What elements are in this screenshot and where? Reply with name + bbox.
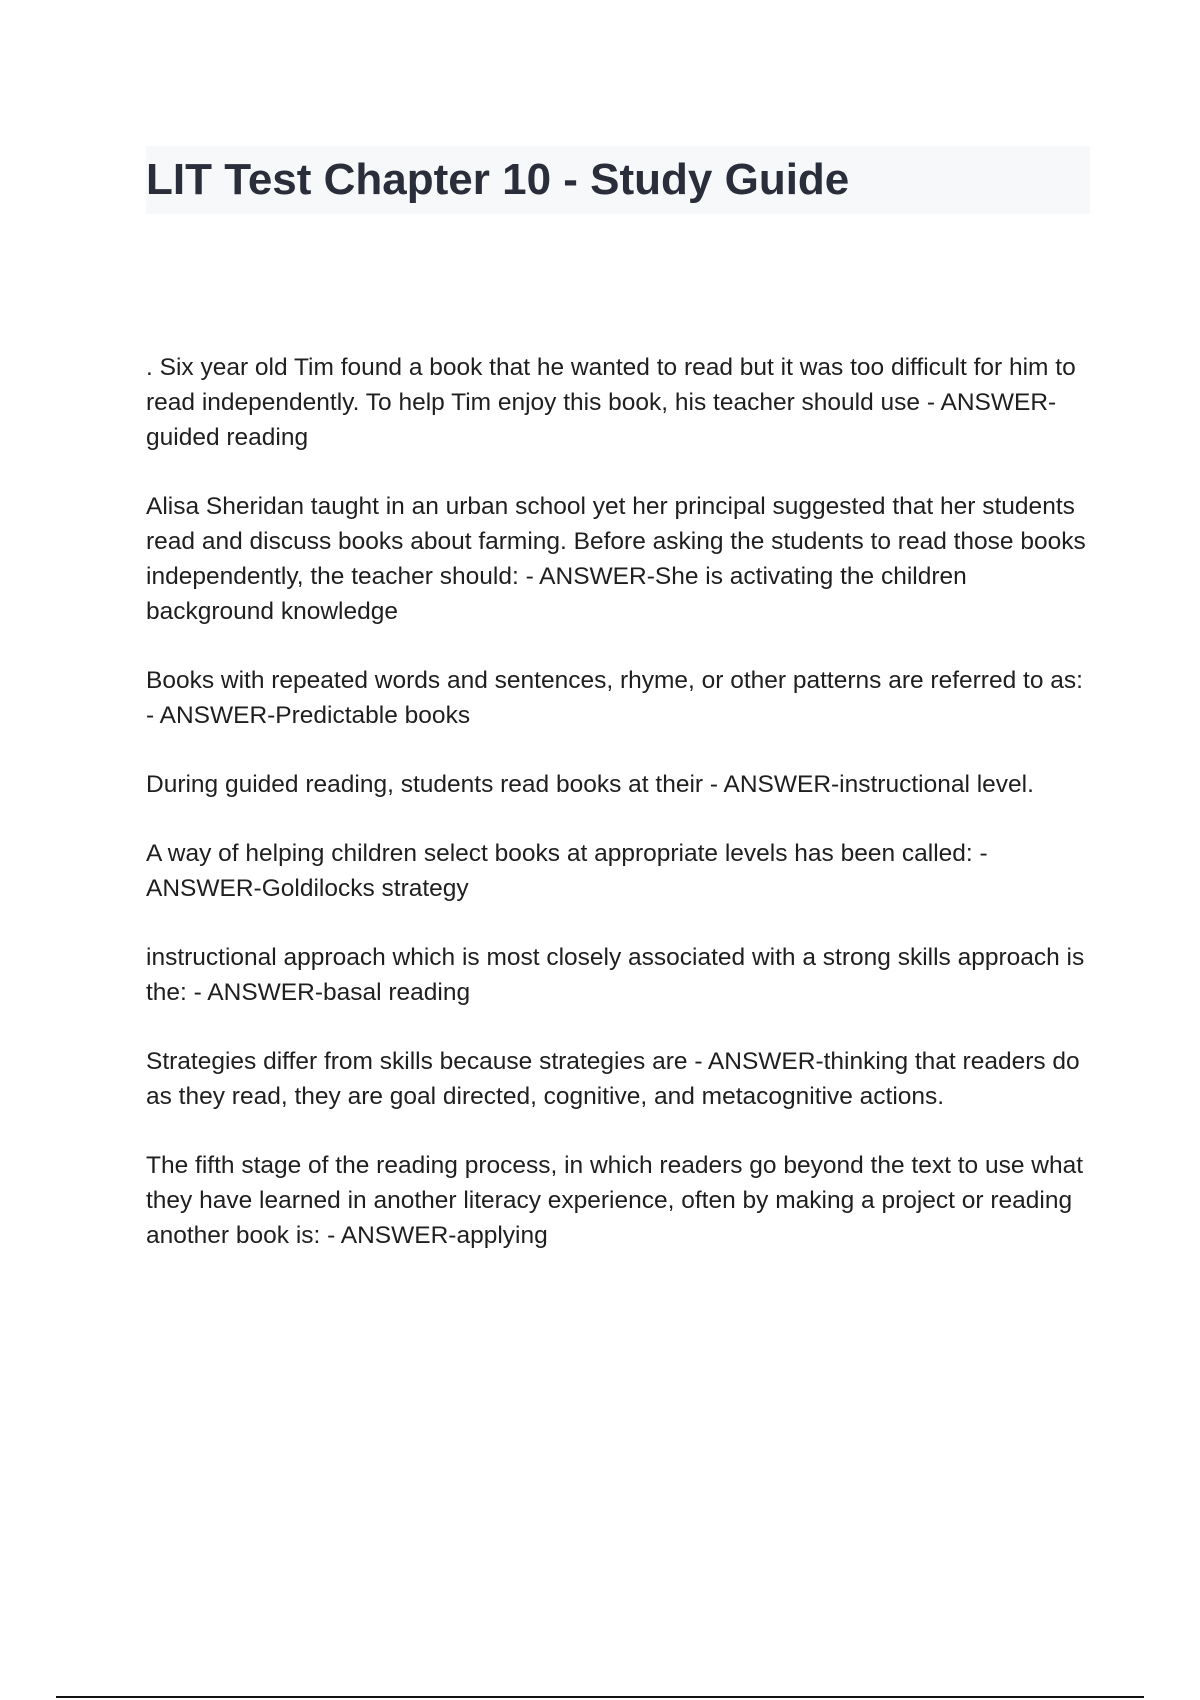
qa-item-3: Books with repeated words and sentences, rhyme, or other patterns are referred to as: - ANSWER-Predictable books <box>146 667 1083 729</box>
qa-item-5: A way of helping children select books at appropriate levels has been called: - ANSWER-Goldilocks strategy <box>146 840 988 902</box>
footer-divider <box>56 1696 1144 1698</box>
qa-list <box>146 350 1096 1287</box>
qa-item-1: . Six year old Tim found a book that he wanted to read but it was too difficult for him to read independently. To help Tim enjoy this book, his teacher should use - ANSWER-guided reading <box>146 354 1076 451</box>
title-band <box>146 146 1090 214</box>
qa-item-6: instructional approach which is most closely associated with a strong skills approach is the: - ANSWER-basal reading <box>146 944 1085 1006</box>
qa-item-2: Alisa Sheridan taught in an urban school yet her principal suggested that her students read and discuss books about farming. Before asking the students to read those books independently, the teacher should: - ANSWER-She is activating the children background knowledge <box>146 493 1086 625</box>
page-title: LIT Test Chapter 10 - Study Guide <box>146 155 850 204</box>
qa-item-8: The fifth stage of the reading process, in which readers go beyond the text to use what they have learned in another literacy experience, often by making a project or reading another book is: - ANSWER-applying <box>146 1152 1084 1249</box>
qa-item-4: During guided reading, students read books at their - ANSWER-instructional level. <box>146 771 1034 798</box>
qa-item-7: Strategies differ from skills because strategies are - ANSWER-thinking that readers do as they read, they are goal directed, cognitive, and metacognitive actions. <box>146 1048 1080 1110</box>
